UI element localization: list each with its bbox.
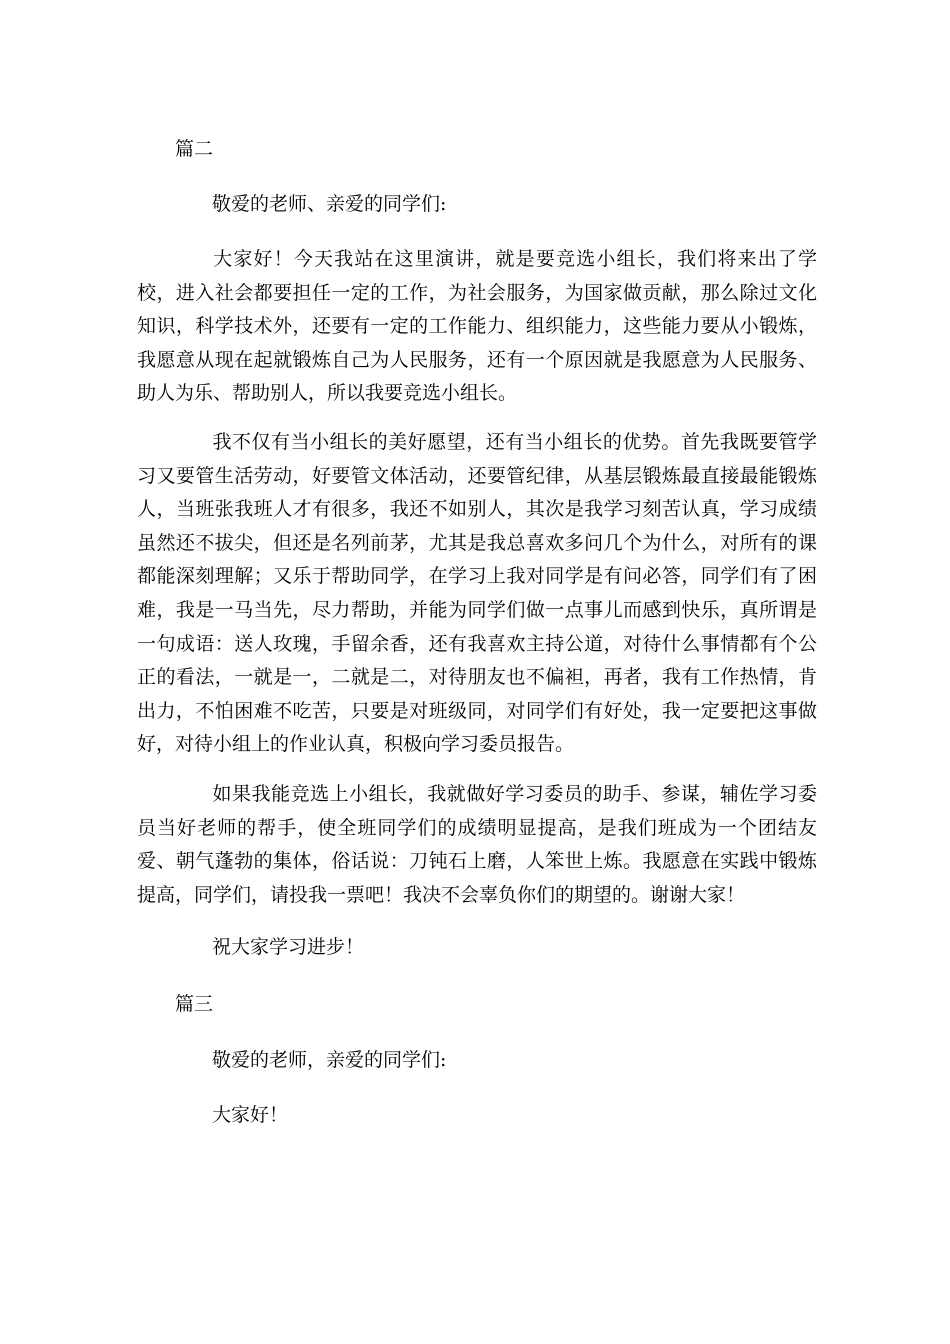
body-paragraph <box>137 778 817 912</box>
closing-line: 祝大家学习进步！ <box>212 936 365 958</box>
salutation: 敬爱的老师，亲爱的同学们: <box>212 1049 447 1071</box>
salutation: 敬爱的老师、亲爱的同学们: <box>212 193 447 215</box>
paragraph-text: 大家好！今天我站在这里演讲，就是要竞选小组长，我们将来出了学校，进入社会都要担任一定的工作，为社会服务，为国家做贡献，那么除过文化知识，科学技术外，还要有一定的工作能力、组织能力，这些能力要从小锻炼，我愿意从现在起就锻炼自己为人民服务，还有一个原因就是我愿意为人民服务、助人为乐、帮助别人，所以我要竞选小组长。 <box>137 248 817 405</box>
body-paragraph <box>137 243 817 411</box>
paragraph-text: 我不仅有当小组长的美好愿望，还有当小组长的优势。首先我既要管学习又要管生活劳动，好要管文体活动，还要管纪律，从基层锻炼最直接最能锻炼人，当班张我班人才有很多，我还不如别人，其次是我学习刻苦认真，学习成绩虽然还不拔尖，但还是名列前茅，尤其是我总喜欢多问几个为什么，对所有的课都能深刻理解；又乐于帮助同学，在学习上我对同学是有问必答，同学们有了困难，我是一马当先，尽力帮助，并能为同学们做一点事儿而感到快乐，真所谓是一句成语：送人玫瑰，手留余香，还有我喜欢主持公道，对待什么事情都有个公正的看法，一就是一，二就是二，对待朋友也不偏袒，再者，我有工作热情，肯出力，不怕困难不吃苦，只要是对班级同，对同学们有好处，我一定要把这事做好，对待小组上的作业认真，积极向学习委员报告。 <box>137 431 817 756</box>
body-paragraph <box>137 426 817 762</box>
paragraph-text: 如果我能竞选上小组长，我就做好学习委员的助手、参谋，辅佐学习委员当好老师的帮手，使全班同学们的成绩明显提高，是我们班成为一个团结友爱、朝气蓬勃的集体，俗话说：刀钝石上磨，人笨世上炼。我愿意在实践中锻炼提高，同学们，请投我一票吧！我决不会辜负你们的期望的。谢谢大家！ <box>137 783 817 906</box>
section-heading: 篇二 <box>175 138 214 160</box>
section-heading: 篇三 <box>175 993 214 1015</box>
greeting-line: 大家好！ <box>212 1104 289 1126</box>
